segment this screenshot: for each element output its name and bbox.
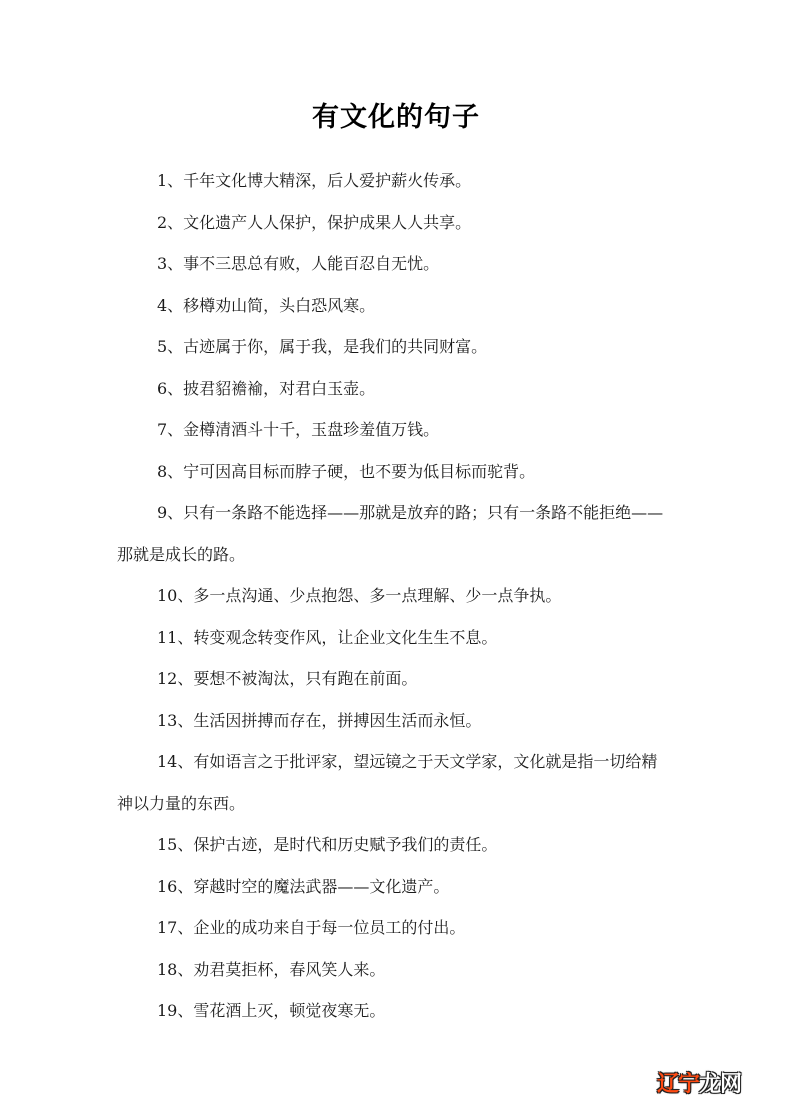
sentence-item: 8、宁可因高目标而脖子硬，也不要为低目标而驼背。 — [157, 461, 536, 481]
sentence-item: 2、文化遗产人人保护，保护成果人人共享。 — [157, 212, 472, 232]
sentence-list — [117, 160, 677, 1032]
sentence-item: 14、有如语言之于批评家，望远镜之于天文学家，文化就是指一切给精神以力量的东西。 — [117, 752, 658, 813]
sentence-item: 13、生活因拼搏而存在，拼搏因生活而永恒。 — [157, 710, 482, 730]
sentence-item: 12、要想不被淘汰，只有跑在前面。 — [157, 669, 418, 688]
sentence-item: 16、穿越时空的魔法武器——文化遗产。 — [157, 876, 450, 896]
sentence-item: 1、千年文化博大精深，后人爱护薪火传承。 — [157, 171, 472, 190]
sentence-item: 19、雪花酒上灭，顿觉夜寒无。 — [157, 1001, 386, 1020]
sentence-item: 4、移樽劝山简，头白恐风寒。 — [157, 295, 376, 315]
site-watermark-logo — [657, 1071, 741, 1099]
watermark-text-white: 龙网 — [699, 1072, 742, 1097]
sentence-item: 6、披君貂襜褕，对君白玉壶。 — [157, 378, 376, 398]
sentence-item: 17、企业的成功来自于每一位员工的付出。 — [157, 918, 466, 937]
sentence-item: 10、多一点沟通、少点抱怨、多一点理解、少一点争执。 — [157, 586, 562, 605]
sentence-item: 9、只有一条路不能选择——那就是放弃的路；只有一条路不能拒绝——那就是成长的路。 — [117, 503, 664, 564]
watermark-text-orange: 辽宁 — [657, 1072, 700, 1097]
page-title: 有文化的句子 — [312, 102, 480, 133]
sentence-item: 11、转变观念转变作风，让企业文化生生不息。 — [157, 627, 498, 647]
sentence-item: 5、古迹属于你，属于我，是我们的共同财富。 — [157, 337, 488, 356]
sentence-item: 7、金樽清酒斗十千，玉盘珍羞值万钱。 — [157, 420, 440, 439]
sentence-item: 3、事不三思总有败，人能百忍自无忧。 — [157, 254, 440, 273]
sentence-item: 15、保护古迹，是时代和历史赋予我们的责任。 — [157, 835, 498, 854]
sentence-item: 18、劝君莫拒杯，春风笑人来。 — [157, 959, 386, 979]
